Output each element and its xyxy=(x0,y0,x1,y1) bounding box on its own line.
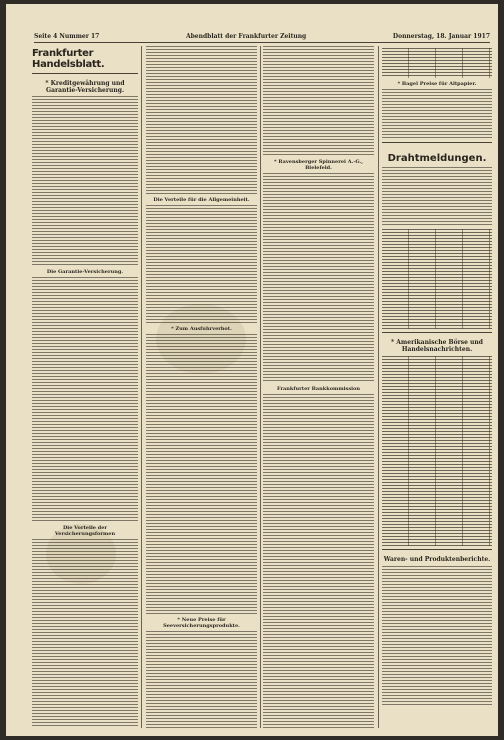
article-text xyxy=(32,96,138,266)
market-table xyxy=(382,48,492,78)
article-subheading: * Ravensberger Spinnerei A.-G., Bielefeld. xyxy=(274,159,363,171)
column-4 xyxy=(382,46,492,728)
article-text xyxy=(263,46,374,156)
page-header xyxy=(34,30,490,43)
section-headline: * Amerikanische Börse und Handelsnachrichten. xyxy=(391,339,483,353)
article-text xyxy=(146,631,257,728)
article-text xyxy=(263,394,374,728)
article-subheading: * Zum Ausfuhrverbot. xyxy=(171,326,232,332)
newspaper-name: Abendblatt der Frankfurter Zeitung xyxy=(185,32,307,40)
column-2 xyxy=(146,46,257,728)
section-headline: Waren- und Produktenberichte. xyxy=(383,556,491,563)
price-table xyxy=(382,229,492,329)
article-text xyxy=(263,173,374,383)
article-text xyxy=(32,539,138,728)
divider xyxy=(382,332,492,333)
divider xyxy=(382,549,492,550)
section-title: Frankfurter Handelsblatt. xyxy=(32,48,105,70)
exchange-table xyxy=(382,356,492,546)
article-text xyxy=(146,334,257,614)
article-text xyxy=(32,277,138,522)
divider xyxy=(382,142,492,143)
article-subheading: Die Garantie-Versicherung. xyxy=(46,269,124,276)
page-number: Seite 4 Nummer 17 xyxy=(34,32,100,40)
section-headline: Drahtmeldungen. xyxy=(387,153,487,164)
article-text xyxy=(146,205,257,323)
article-headline: * Kreditgewährung und Garantie-Versicherung. xyxy=(45,80,125,95)
article-text xyxy=(382,566,492,706)
article-subheading: * Neue Preise für Seeversicherungsprodukte. xyxy=(163,617,240,629)
article-subheading: Die Verteile für die Allgemeinheit. xyxy=(153,197,250,203)
issue-date: Donnerstag, 18. Januar 1917 xyxy=(392,32,490,40)
column-3 xyxy=(263,46,374,728)
article-subheading: Frankfurter Bankkommission xyxy=(276,386,361,392)
newspaper-page xyxy=(6,4,498,736)
article-text xyxy=(382,167,492,227)
article-text xyxy=(146,46,257,194)
article-subheading: Die Vorteile der Versicherungsformen xyxy=(54,525,116,538)
column-1 xyxy=(32,46,138,728)
article-subheading: * Bagel Preise für Altpapier. xyxy=(397,81,477,87)
divider xyxy=(32,73,138,74)
article-text xyxy=(382,89,492,139)
